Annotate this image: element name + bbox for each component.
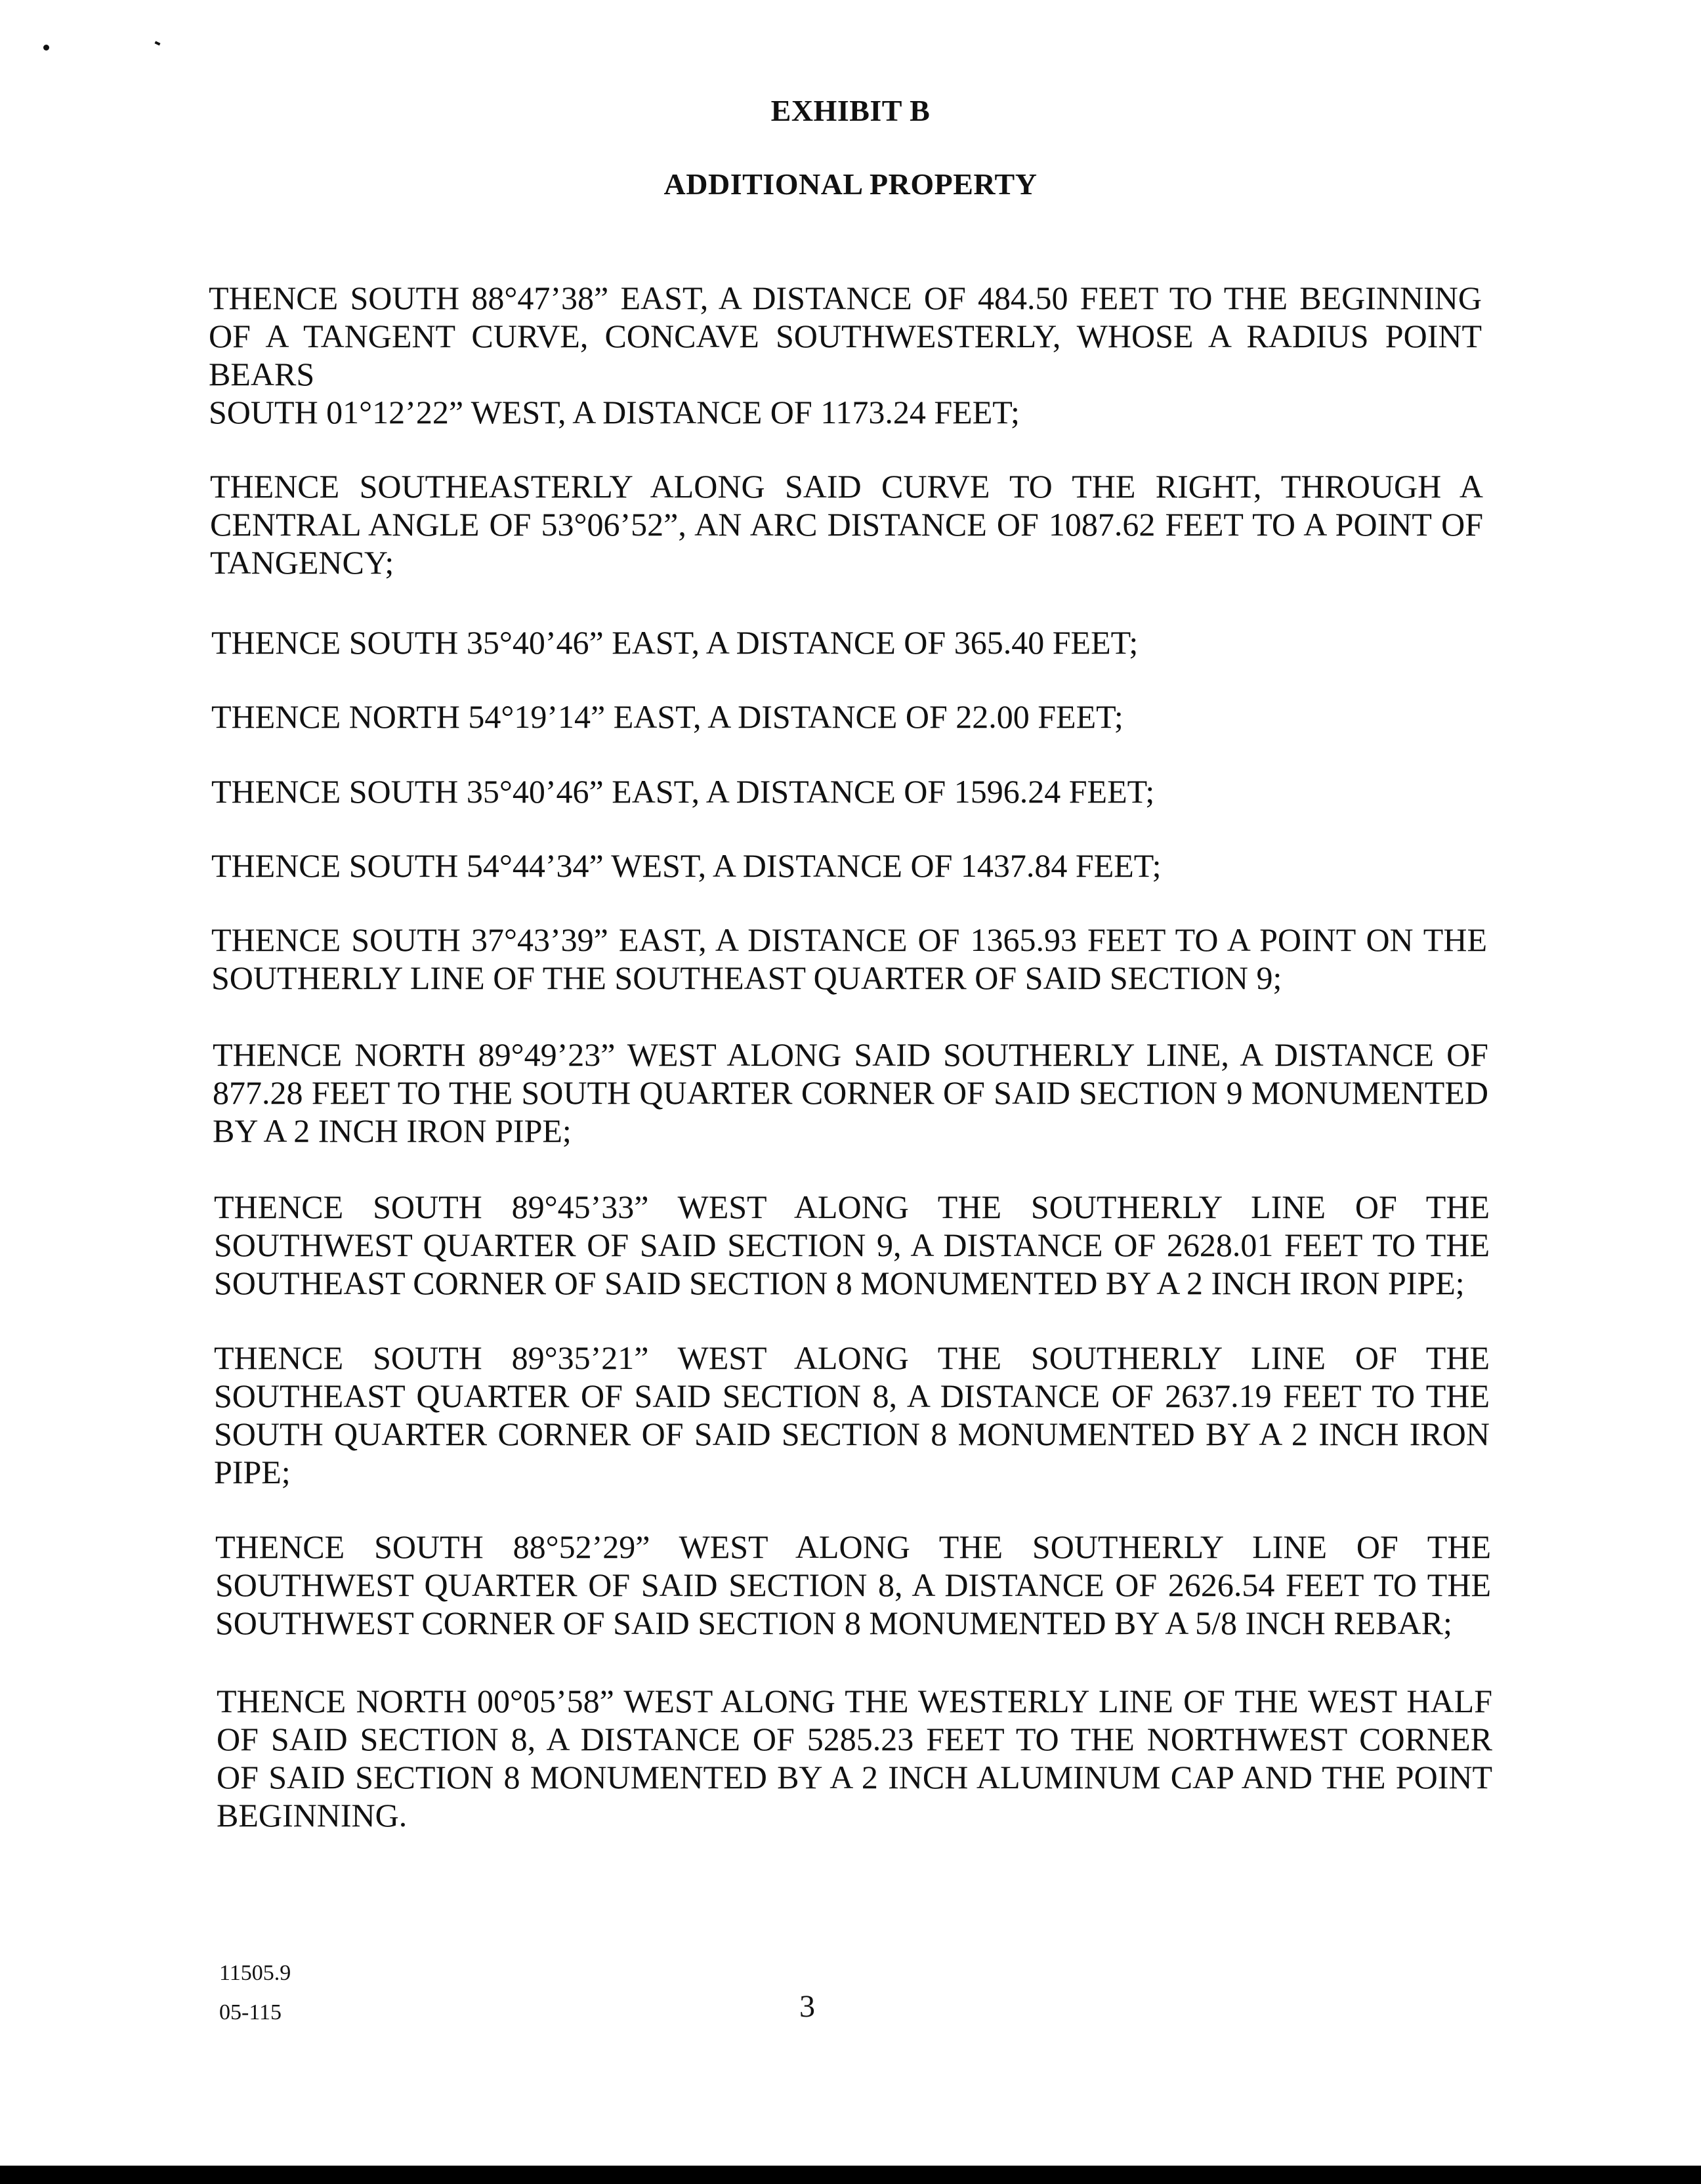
paragraph-4 bbox=[211, 698, 1484, 736]
document-subtitle: ADDITIONAL PROPERTY bbox=[663, 167, 1038, 201]
paragraph-line: THENCE NORTH 54°19’14” EAST, A DISTANCE OF 22.00 FEET; bbox=[211, 698, 1124, 735]
paragraph-line: OF SAID SECTION 8 MONUMENTED BY A 2 INCH ALUMINUM CAP AND THE POINT bbox=[217, 1759, 1492, 1796]
paragraph-line: BEGINNING. bbox=[217, 1797, 408, 1834]
paragraph-2 bbox=[210, 467, 1483, 581]
paragraph-line: SOUTHEAST QUARTER OF SAID SECTION 8, A DISTANCE OF 2637.19 FEET TO THE bbox=[214, 1377, 1490, 1414]
paragraph-line: BY A 2 INCH IRON PIPE; bbox=[213, 1112, 572, 1149]
scan-speck-right bbox=[155, 41, 161, 45]
paragraph-line: SOUTHERLY LINE OF THE SOUTHEAST QUARTER OF SAID SECTION 9; bbox=[211, 959, 1282, 996]
paragraph-11 bbox=[215, 1528, 1491, 1642]
paragraph-line: THENCE SOUTH 88°47’38” EAST, A DISTANCE OF 484.50 FEET TO THE BEGINNING bbox=[209, 280, 1482, 316]
document-code: 11505.9 bbox=[219, 1961, 291, 1985]
paragraph-line: SOUTHWEST CORNER OF SAID SECTION 8 MONUMENTED BY A 5/8 INCH REBAR; bbox=[215, 1605, 1452, 1641]
paragraph-line: SOUTH 01°12’22” WEST, A DISTANCE OF 1173.24 FEET; bbox=[209, 394, 1020, 430]
exhibit-title: EXHIBIT B bbox=[770, 94, 931, 127]
paragraph-line: OF SAID SECTION 8, A DISTANCE OF 5285.23 FEET TO THE NORTHWEST CORNER bbox=[217, 1721, 1492, 1757]
paragraph-line: THENCE SOUTH 35°40’46” EAST, A DISTANCE OF 365.40 FEET; bbox=[211, 624, 1139, 661]
paragraph-line: 877.28 FEET TO THE SOUTH QUARTER CORNER OF SAID SECTION 9 MONUMENTED bbox=[213, 1074, 1488, 1111]
paragraph-line: BEARS bbox=[209, 356, 315, 392]
paragraph-line: THENCE SOUTH 37°43’39” EAST, A DISTANCE OF 1365.93 FEET TO A POINT ON THE bbox=[211, 921, 1487, 958]
paragraph-line: PIPE; bbox=[214, 1454, 291, 1490]
paragraph-12 bbox=[217, 1682, 1492, 1834]
paragraph-line: THENCE SOUTH 35°40’46” EAST, A DISTANCE OF 1596.24 FEET; bbox=[211, 773, 1155, 810]
paragraph-line: SOUTHWEST QUARTER OF SAID SECTION 8, A DISTANCE OF 2626.54 FEET TO THE bbox=[215, 1566, 1491, 1603]
page-number: 3 bbox=[799, 1989, 815, 2024]
paragraph-line: THENCE SOUTH 89°35’21” WEST ALONG THE SOUTHERLY LINE OF THE bbox=[214, 1339, 1490, 1376]
paragraph-6 bbox=[211, 847, 1484, 885]
paragraph-line: SOUTH QUARTER CORNER OF SAID SECTION 8 MONUMENTED BY A 2 INCH IRON bbox=[214, 1416, 1490, 1452]
paragraph-line: THENCE NORTH 00°05’58” WEST ALONG THE WESTERLY LINE OF THE WEST HALF bbox=[217, 1683, 1492, 1719]
paragraph-1 bbox=[209, 279, 1482, 431]
paragraph-line: TANGENCY; bbox=[210, 544, 394, 581]
paragraph-10 bbox=[214, 1339, 1490, 1491]
paragraph-8 bbox=[213, 1036, 1488, 1150]
paragraph-7 bbox=[211, 921, 1487, 997]
paragraph-line: THENCE SOUTH 89°45’33” WEST ALONG THE SOUTHERLY LINE OF THE bbox=[214, 1188, 1490, 1225]
paragraph-line: THENCE NORTH 89°49’23” WEST ALONG SAID SOUTHERLY LINE, A DISTANCE OF bbox=[213, 1036, 1488, 1073]
paragraph-line: CENTRAL ANGLE OF 53°06’52”, AN ARC DISTANCE OF 1087.62 FEET TO A POINT OF bbox=[210, 506, 1483, 543]
paragraph-9 bbox=[214, 1188, 1490, 1302]
paragraph-line: OF A TANGENT CURVE, CONCAVE SOUTHWESTERLY, WHOSE A RADIUS POINT bbox=[209, 318, 1482, 354]
paragraph-line: THENCE SOUTHEASTERLY ALONG SAID CURVE TO THE RIGHT, THROUGH A bbox=[210, 468, 1483, 505]
paragraph-line: SOUTHWEST QUARTER OF SAID SECTION 9, A DISTANCE OF 2628.01 FEET TO THE bbox=[214, 1227, 1490, 1263]
scan-bottom-border bbox=[0, 2166, 1701, 2184]
paragraph-line: SOUTHEAST CORNER OF SAID SECTION 8 MONUMENTED BY A 2 INCH IRON PIPE; bbox=[214, 1265, 1465, 1301]
paragraph-3 bbox=[211, 623, 1484, 662]
paragraph-5 bbox=[211, 772, 1484, 810]
paragraph-line: THENCE SOUTH 54°44’34” WEST, A DISTANCE OF 1437.84 FEET; bbox=[211, 847, 1162, 884]
document-code-secondary: 05-115 bbox=[219, 2000, 282, 2025]
scan-speck-left bbox=[43, 45, 49, 51]
paragraph-line: THENCE SOUTH 88°52’29” WEST ALONG THE SOUTHERLY LINE OF THE bbox=[215, 1528, 1491, 1565]
